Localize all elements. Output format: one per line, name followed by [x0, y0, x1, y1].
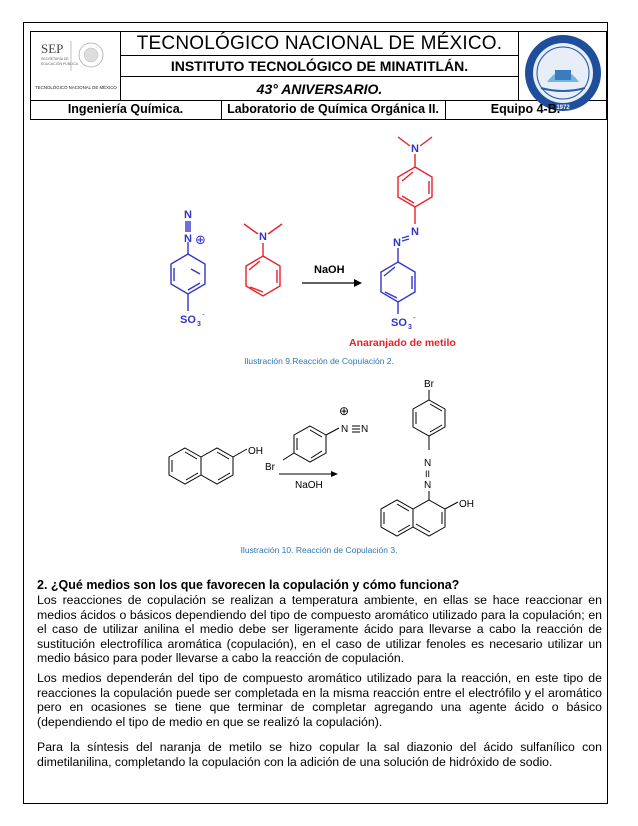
product-azo-n2: N [393, 237, 401, 249]
page-title: TECNOLÓGICO NACIONAL DE MÉXICO. [136, 33, 503, 54]
product-azo-n1: N [411, 226, 419, 238]
paragraph-2: Los medios dependerán del tipo de compuesto aromático utilizado para la reacción, en este tipo de reacciones la copulación puede ser completada en la misma reacción entre el electrófilo y el aromático pero en ocasiones se tiene que terminar de completar agregando una agente ácido o básico (dependiendo el tipo de medio en que se realizó la copulación). [37, 671, 602, 729]
r1-so3: SO [180, 314, 196, 326]
f10-azo1: N [424, 458, 432, 469]
naphthol-oh: OH [248, 446, 263, 457]
fig10-arrowhead [331, 471, 338, 477]
cell-lab: Laboratorio de Química Orgánica II. [227, 102, 439, 116]
f10-n2: N [361, 424, 369, 435]
sep-sub1: SECRETARÍA DE [41, 57, 69, 61]
anniversary-title: 43° ANIVERSARIO. [256, 81, 383, 97]
dma-n: N [259, 231, 267, 243]
f10-azo-eq: II [425, 469, 431, 479]
sep-logo-text: SEP [41, 41, 64, 56]
fig9-naoh: NaOH [314, 264, 345, 276]
paragraph-3: Para la síntesis del naranja de metilo se hizo copular la sal diazonio del ácido sulfanílico con dimetilanilina, completando la copulación con la adición de una solución de hidróxido de sodio. [37, 740, 602, 769]
bromobenzenediazonium [283, 426, 360, 462]
f10-br2: Br [424, 379, 434, 390]
f10-oh2: OH [459, 499, 474, 510]
f10-azo2: N [424, 480, 432, 491]
question-heading: 2. ¿Qué medios son los que favorecen la copulación y cómo funciona? [37, 578, 460, 592]
cell-career: Ingeniería Química. [67, 102, 184, 116]
r1-plus-charge: ⊕ [195, 233, 206, 248]
paragraph-1: Los reacciones de copulación se realizan a temperatura ambiente, en ellas se hace reaccionar en medios ácidos o básicos dependiendo del tipo de compuesto aromático utilizado para la copulación; en el caso de utilizar anilina el medio debe ser ligeramente ácido para llevarse a cabo la reacción de sustitución electrofílica aromática (copulación), en el caso de utilizar fenoles es necesario utilizar un medio básico para poder llevarse a cabo la reacción de copulación. [37, 593, 602, 666]
figure-10-caption: Ilustración 10. Reacción de Copulación 3. [240, 545, 398, 555]
f10-plus: ⊕ [339, 404, 350, 418]
cell-team: Equipo 4-B. [490, 102, 561, 116]
naphthol [169, 448, 247, 484]
f10-br1: Br [265, 462, 275, 473]
f10-n-plus: N [341, 424, 349, 435]
product-naphthol [381, 491, 458, 536]
r1-sub3: 3 [197, 321, 201, 328]
sep-sub2: EDUCACIÓN PÚBLICA [41, 62, 78, 66]
product-so3: SO [391, 317, 407, 329]
figure-9-caption: Ilustración 9.Reacción de Copulación 2. [244, 356, 394, 366]
r1-n-plus: N [184, 233, 192, 245]
institute-title: INSTITUTO TECNOLÓGICO DE MINATITLÁN. [121, 55, 518, 77]
r1-n-top: N [184, 209, 192, 221]
product-name: Anaranjado de metilo [349, 337, 456, 349]
product-sub3: 3 [408, 324, 412, 331]
product-n-top: N [411, 143, 419, 155]
product-minus: - [413, 313, 416, 322]
tecnm-text: TECNOLÓGICO NACIONAL DE MÉXICO [35, 85, 117, 90]
r1-minus: - [202, 310, 205, 319]
seal-year: 1972 [556, 105, 570, 111]
fig10-naoh: NaOH [295, 480, 323, 491]
product-bromophenyl [413, 390, 445, 450]
